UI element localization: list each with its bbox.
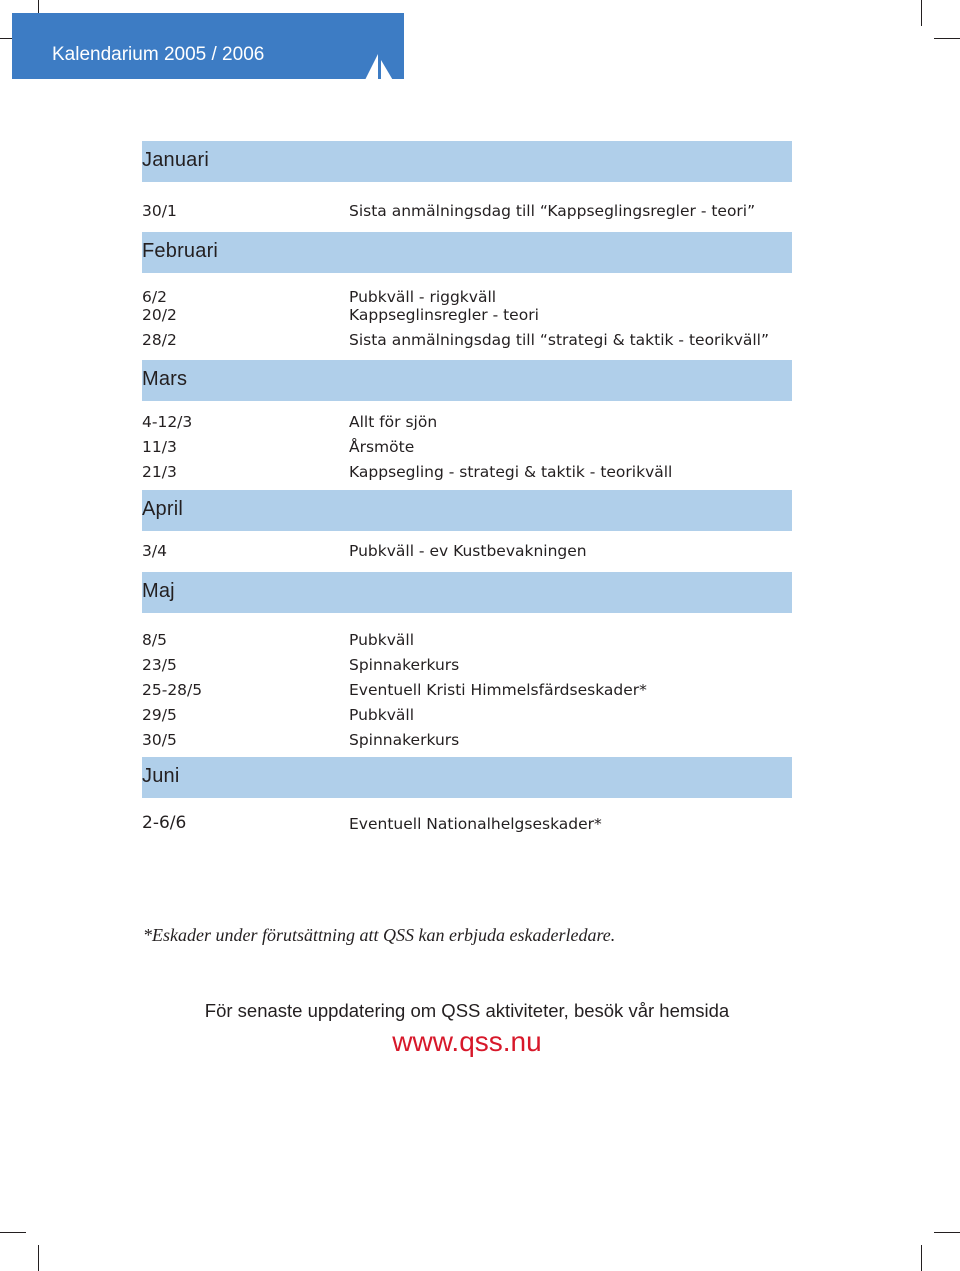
month-band [142, 572, 792, 613]
footnote: *Eskader under förutsättning att QSS kan erbjuda eskaderledare. [143, 925, 616, 945]
event-text: Sista anmälningsdag till “Kappseglingsregler - teori” [349, 202, 756, 220]
calendar-schedule [142, 141, 792, 838]
event-row [142, 436, 792, 461]
month-section-juni [142, 757, 792, 838]
month-band [142, 141, 792, 182]
event-text: Spinnakerkurs [349, 731, 460, 749]
month-section-januari [142, 141, 792, 232]
crop-mark [38, 1245, 39, 1271]
month-section-februari [142, 232, 792, 360]
event-date: 4-12/3 [142, 413, 193, 431]
event-text: Årsmöte [349, 438, 415, 456]
event-text: Pubkväll [349, 706, 414, 724]
month-section-mars [142, 360, 792, 490]
event-row [142, 461, 792, 486]
update-notice: För senaste uppdatering om QSS aktiviteter, besök vår hemsida [204, 1000, 730, 1021]
website-link[interactable]: www.qss.nu [392, 1026, 542, 1057]
event-date: 8/5 [142, 631, 167, 649]
month-label: Januari [142, 149, 209, 171]
event-date: 6/2 [142, 288, 167, 306]
event-date: 23/5 [142, 656, 177, 674]
event-date: 30/5 [142, 731, 177, 749]
event-row [142, 411, 792, 436]
event-text: Kappseglinsregler - teori [349, 306, 539, 324]
month-label: Juni [142, 765, 180, 787]
header-bar [12, 13, 404, 79]
event-row [142, 679, 792, 704]
event-text: Allt för sjön [349, 413, 438, 431]
crop-mark [921, 0, 922, 26]
month-band [142, 360, 792, 401]
event-date: 2-6/6 [142, 813, 187, 833]
sailboat-icon [364, 52, 402, 86]
event-text: Sista anmälningsdag till “strategi & taktik - teorikväll” [349, 331, 770, 349]
crop-mark [934, 38, 960, 39]
month-label: Februari [142, 240, 219, 262]
event-date: 30/1 [142, 202, 177, 220]
event-date: 20/2 [142, 306, 177, 324]
month-label: April [142, 498, 184, 520]
crop-mark [0, 1232, 26, 1233]
month-label: Maj [142, 580, 175, 602]
event-text: Eventuell Nationalhelgseskader* [349, 815, 602, 833]
event-text: Pubkväll - ev Kustbevakningen [349, 542, 587, 560]
event-text: Eventuell Kristi Himmelsfärdseskader* [349, 681, 647, 699]
event-date: 25-28/5 [142, 681, 203, 699]
event-row [142, 704, 792, 729]
month-section-maj [142, 572, 792, 757]
month-label: Mars [142, 368, 188, 390]
event-row [142, 813, 792, 838]
event-row [142, 729, 792, 754]
month-band [142, 757, 792, 798]
event-row [142, 304, 792, 329]
event-row [142, 654, 792, 679]
crop-mark [934, 1232, 960, 1233]
event-date: 11/3 [142, 438, 177, 456]
event-date: 28/2 [142, 331, 177, 349]
event-row [142, 329, 792, 354]
month-band [142, 232, 792, 273]
crop-mark [921, 1245, 922, 1271]
event-text: Spinnakerkurs [349, 656, 460, 674]
event-text: Pubkväll - riggkväll [349, 288, 497, 306]
event-row [142, 286, 792, 304]
event-date: 3/4 [142, 542, 167, 560]
event-text: Kappsegling - strategi & taktik - teorikväll [349, 463, 673, 481]
month-section-april [142, 490, 792, 572]
event-date: 21/3 [142, 463, 177, 481]
page-title: Kalendarium 2005 / 2006 [52, 44, 265, 65]
month-band [142, 490, 792, 531]
event-row [142, 200, 792, 225]
event-date: 29/5 [142, 706, 177, 724]
event-row [142, 629, 792, 654]
event-text: Pubkväll [349, 631, 414, 649]
event-row [142, 540, 792, 565]
